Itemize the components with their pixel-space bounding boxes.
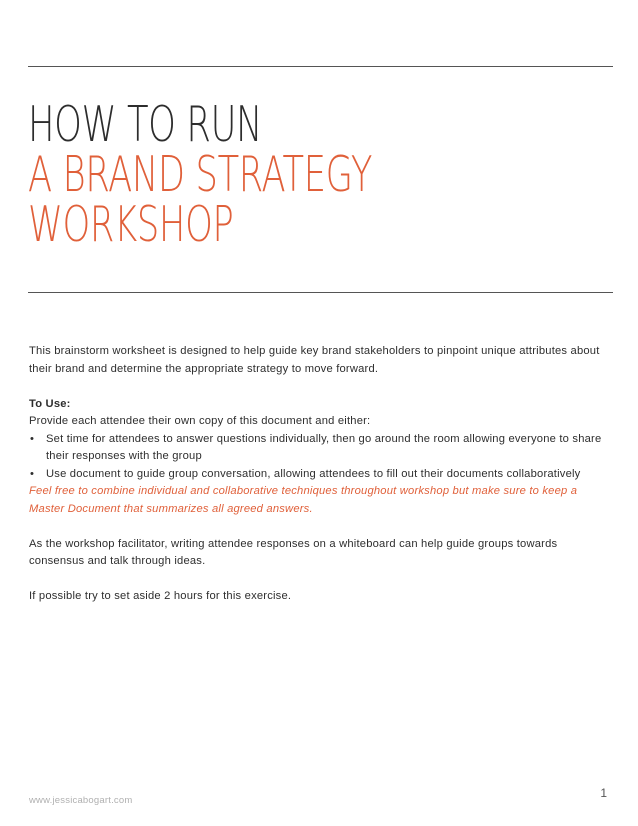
bullet-icon: • — [30, 432, 35, 445]
page-title — [28, 96, 446, 253]
to-use-heading: To Use: — [29, 397, 71, 410]
title-line-3: WORKSHOP — [28, 196, 234, 253]
spacer — [29, 518, 609, 536]
list-item-text: Use document to guide group conversation, allowing attendees to fill out their documents collaboratively — [46, 467, 581, 480]
footer-website: www.jessicabogart.com — [29, 795, 133, 806]
to-use-lead: Provide each attendee their own copy of this document and either: — [29, 415, 371, 427]
bottom-divider — [28, 292, 613, 293]
page-number: 1 — [600, 786, 607, 800]
title-line-2: A BRAND STRATEGY — [28, 146, 373, 203]
spacer — [29, 378, 609, 396]
spacer — [29, 571, 609, 589]
bullet-icon: • — [30, 467, 35, 480]
title-line-1: HOW TO RUN — [28, 96, 263, 153]
time-note: If possible try to set aside 2 hours for this exercise. — [29, 590, 292, 602]
facilitator-paragraph: As the workshop facilitator, writing attendee responses on a whiteboard can help guide groups towards consensus and talk through ideas. — [29, 537, 558, 567]
instruction-list — [29, 431, 609, 484]
top-divider — [28, 66, 613, 67]
list-item — [29, 466, 609, 484]
master-document-note: Feel free to combine individual and collaborative techniques throughout workshop but make sure to keep a Master Document that summarizes all agreed answers. — [29, 485, 578, 515]
document-body — [29, 343, 609, 606]
intro-paragraph: This brainstorm worksheet is designed to help guide key brand stakeholders to pinpoint unique attributes about their brand and determine the appropriate strategy to move forward. — [29, 345, 600, 375]
list-item — [29, 431, 609, 466]
list-item-text: Set time for attendees to answer questions individually, then go around the room allowing everyone to share their responses with the group — [46, 432, 602, 462]
